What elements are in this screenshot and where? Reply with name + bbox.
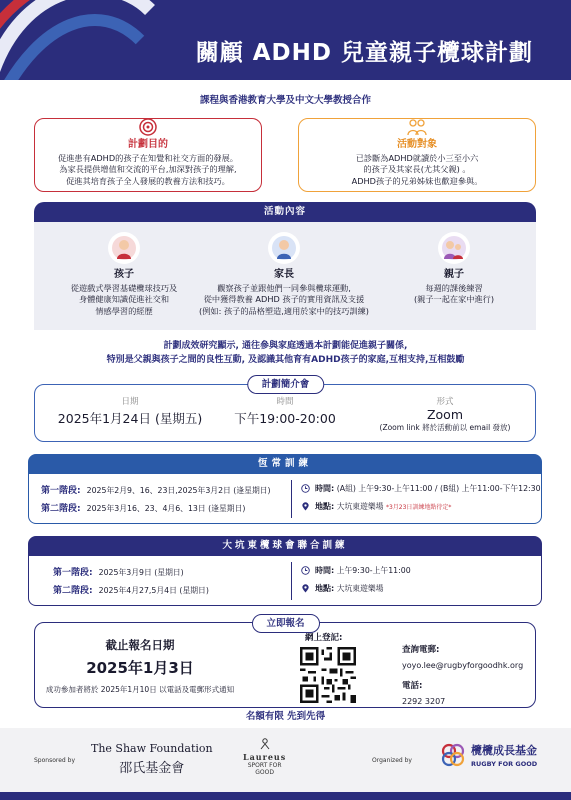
venue-note: *3月23日訓練地點待定*	[385, 504, 452, 511]
notification-note: 成功參加者將於 2025年1月10日 以電話及電郵形式通知	[45, 685, 235, 694]
time-label: 時間:	[315, 566, 335, 575]
venue-value: 大坑東遊樂場	[336, 502, 384, 511]
clock-icon	[301, 566, 310, 575]
intro-session-heading: 計劃簡介會	[247, 375, 325, 394]
intro-date-value: 2025年1月24日 (星期五)	[57, 411, 203, 426]
child-avatar-icon	[108, 232, 140, 264]
joint-venue	[301, 583, 383, 594]
joint-time	[301, 565, 411, 576]
intro-format-value: Zoom	[426, 407, 464, 422]
stage-label: 第二階段:	[53, 586, 93, 596]
rfg-en: RUGBY FOR GOOD	[471, 760, 538, 768]
shaw-foundation-logo	[91, 742, 213, 776]
stage-value: 2025年3月16、23、4月6、13日 (逢星期日)	[86, 504, 246, 513]
target-card	[298, 118, 536, 192]
joint-stage-1	[53, 565, 184, 578]
regular-training-heading: 恆常訓練	[28, 454, 542, 474]
time-label: 時間:	[315, 484, 335, 493]
joint-training-heading: 大坑東欖球會聯合訓練	[28, 536, 542, 556]
activity-line: 情感學習的經歷	[95, 306, 153, 317]
rugby-for-good-logo	[440, 742, 537, 768]
decorative-swirl-icon	[0, 0, 180, 80]
bottom-bar	[0, 792, 571, 800]
target-line: ADHD孩子的兄弟姊妹也歡迎參與。	[351, 176, 483, 187]
location-pin-icon	[301, 584, 310, 593]
intro-time	[225, 395, 345, 427]
stage-value: 2025年4月27,5月4日 (星期日)	[98, 586, 209, 595]
divider	[291, 562, 292, 600]
header-banner	[0, 0, 571, 80]
stage-label: 第一階段:	[41, 486, 81, 496]
activity-line: 身體健康知識促進社交和	[78, 294, 170, 305]
intro-format-label: 形式	[436, 397, 454, 407]
objective-line: 促進患有ADHD的孩子在知覺和社交方面的發展。	[58, 152, 238, 163]
objective-card	[34, 118, 262, 192]
activity-family	[384, 232, 524, 306]
qr-code-icon[interactable]	[300, 647, 356, 703]
activity-parent	[194, 232, 374, 318]
stage-label: 第二階段:	[41, 504, 81, 514]
regular-stage-2	[41, 501, 245, 514]
laureus-figure-icon	[258, 738, 272, 750]
contact-email-link[interactable]: yoyo.lee@rugbyforgoodhk.org	[402, 661, 524, 670]
venue-label: 地點:	[315, 502, 335, 511]
target-icon	[138, 117, 158, 137]
family-avatar-icon	[438, 232, 470, 264]
shaw-en: The Shaw Foundation	[91, 742, 213, 755]
regular-stage-1	[41, 483, 271, 496]
laureus-logo	[243, 738, 286, 776]
sponsor-footer	[0, 728, 571, 792]
research-line: 特別是父親與孩子之間的良性互動, 及認識其他育有ADHD孩子的家庭,互相支持,互相鼓勵	[106, 355, 465, 366]
enquiry-label: 查詢電郵:	[402, 645, 440, 655]
registration-card	[34, 622, 536, 708]
target-title: 活動對象	[397, 139, 437, 150]
stage-value: 2025年2月9、16、23日,2025年3月2日 (逢星期日)	[86, 486, 271, 495]
intro-date-label: 日期	[121, 397, 139, 407]
page-title: 關顧 ADHD 兒童親子欖球計劃	[195, 40, 533, 66]
research-line: 計劃成效研究顯示, 通往參與家庭透過本計劃能促進親子關係,	[163, 341, 408, 351]
intro-time-label: 時間	[276, 397, 294, 407]
regular-venue	[301, 501, 451, 512]
parent-avatar-icon	[268, 232, 300, 264]
clock-icon	[301, 484, 310, 493]
intro-time-value: 下午19:00-20:00	[234, 411, 336, 426]
activity-title: 孩子	[114, 269, 134, 280]
activity-line: 每週的課後練習	[425, 282, 483, 293]
intro-date	[55, 395, 205, 427]
limited-places-note: 名額有限 先到先得	[236, 708, 335, 722]
contact-phone[interactable]: 2292 3207	[402, 697, 446, 706]
target-line: 已診斷為ADHD就讀於小三至小六	[355, 152, 479, 163]
divider	[291, 480, 292, 518]
time-value: (A組) 上午9:30-上午11:00 / (B組) 上午11:00-下午12:30	[336, 484, 541, 493]
collaboration-subtitle: 課程與香港教育大學及中文大學教授合作	[199, 95, 371, 106]
rugby-for-good-mark-icon	[440, 742, 466, 768]
organized-by-label: Organized by	[372, 757, 412, 764]
activity-line: (例如: 孩子的品格塑造,適用於家中的技巧訓練)	[199, 306, 369, 317]
activity-title: 家長	[274, 269, 294, 280]
activities-heading: 活動內容	[34, 202, 536, 222]
deadline-block	[35, 637, 245, 695]
laureus-sub: GOOD	[255, 769, 274, 776]
laureus-name: Laureus	[243, 752, 287, 762]
activity-line: 從中獲得教養 ADHD 孩子的實用資訊及支援	[203, 294, 365, 305]
activity-line: 從遊戲式學習基礎欖球技巧及	[70, 282, 178, 293]
sponsored-by-label: Sponsored by	[34, 757, 75, 764]
joint-stage-2	[53, 583, 209, 596]
laureus-sub: SPORT FOR	[247, 762, 282, 769]
family-icon	[405, 117, 429, 137]
venue-value: 大坑東遊樂場	[336, 584, 384, 593]
deadline-label: 截止報名日期	[105, 638, 175, 652]
time-value: 上午9:30-上午11:00	[336, 566, 411, 575]
online-registration-label: 網上登記:	[305, 633, 343, 643]
objective-line: 促進其培育孩子全人發展的教養方法和技巧。	[66, 176, 230, 187]
venue-label: 地點:	[315, 584, 335, 593]
activity-title: 親子	[444, 269, 464, 280]
deadline-value: 2025年1月3日	[86, 659, 194, 677]
enquiry-email-block	[402, 643, 523, 670]
activity-line: (親子一起在家中進行)	[413, 294, 495, 305]
objective-line: 為家長提供增值和交流的平台,加深對孩子的理解,	[59, 164, 237, 175]
phone-label: 電話:	[402, 681, 423, 691]
joint-training-card	[28, 556, 542, 606]
rfg-zh: 欖欖成長基金	[471, 744, 537, 757]
stage-value: 2025年3月9日 (星期日)	[98, 568, 184, 577]
register-now-heading: 立即報名	[251, 614, 319, 633]
location-pin-icon	[301, 502, 310, 511]
phone-block	[402, 679, 445, 706]
intro-format-note: (Zoom link 將於活動前以 email 發放)	[379, 423, 511, 432]
objective-title: 計劃目的	[128, 139, 168, 150]
research-statement	[0, 339, 571, 368]
regular-training-card	[28, 474, 542, 524]
shaw-zh: 邵氏基金會	[119, 761, 185, 776]
activity-child	[54, 232, 194, 318]
stage-label: 第一階段:	[53, 568, 93, 578]
regular-time	[301, 483, 541, 494]
intro-format	[360, 395, 530, 433]
activities-panel	[34, 222, 536, 330]
target-line: 的孩子及其家長(尤其父親) 。	[363, 164, 471, 175]
activity-line: 觀察孩子並跟他們一同參與欖球運動,	[217, 282, 351, 293]
